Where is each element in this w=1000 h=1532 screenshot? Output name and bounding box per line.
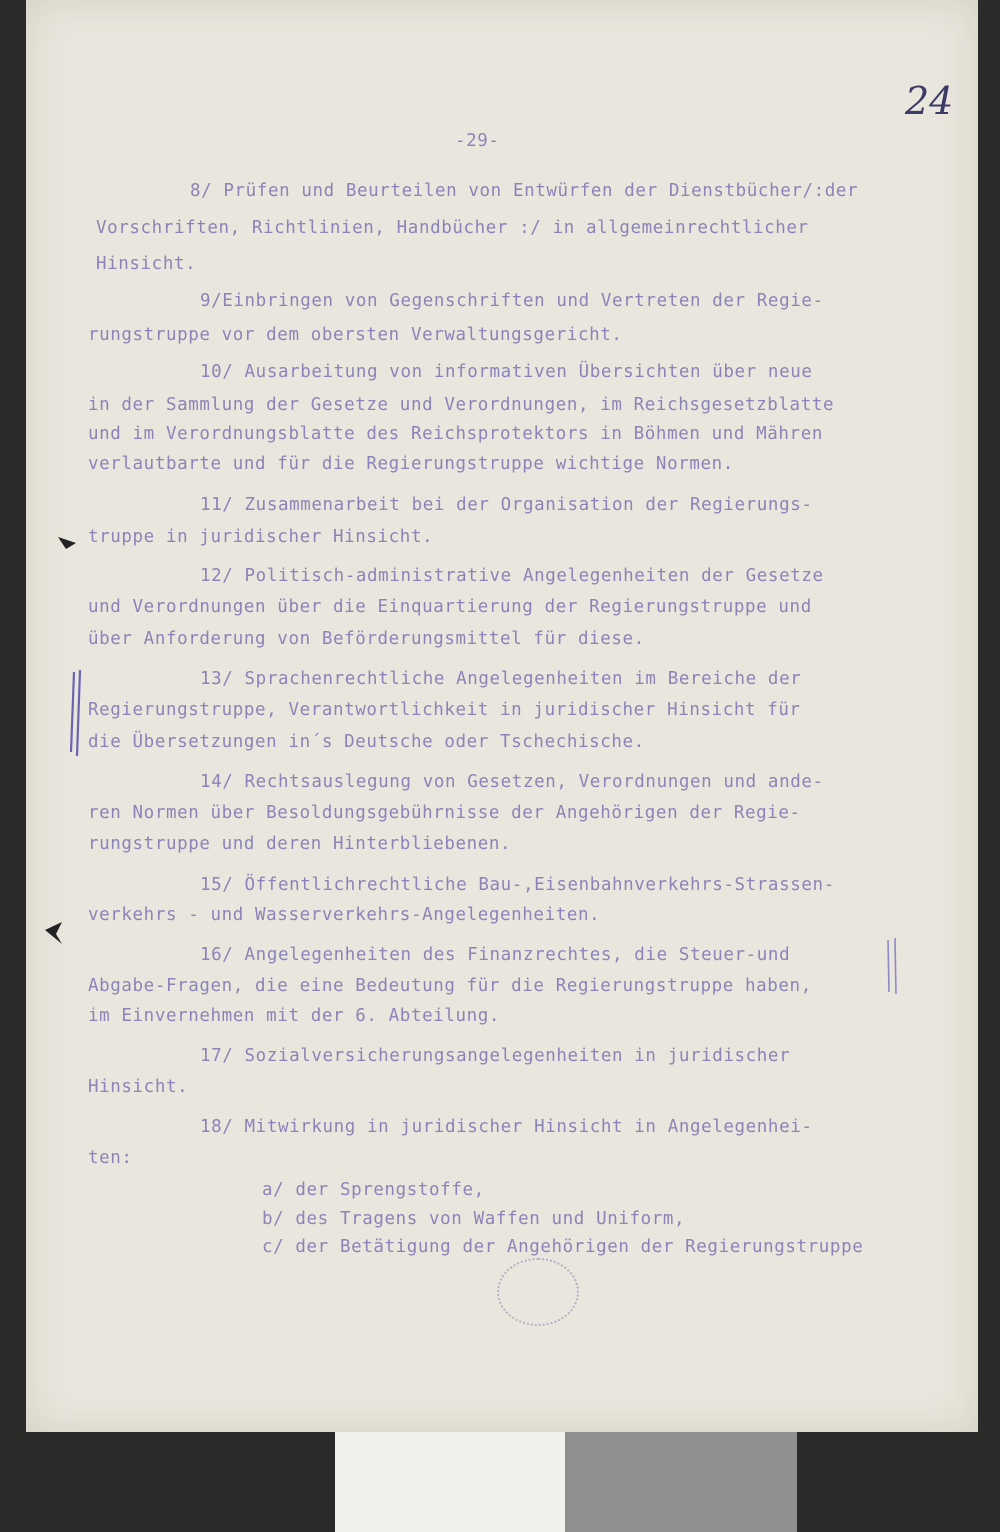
text-line: Regierungstruppe, Verantwortlichkeit in juridischer Hinsicht für xyxy=(88,700,801,720)
text-line: ten: xyxy=(88,1148,133,1168)
faint-stamp xyxy=(497,1258,579,1326)
text-line: b/ des Tragens von Waffen und Uniform, xyxy=(262,1209,686,1229)
text-line: 16/ Angelegenheiten des Finanzrechtes, die Steuer-und xyxy=(200,945,791,965)
text-line: 9/Einbringen von Gegenschriften und Vertreten der Regie- xyxy=(200,291,824,311)
text-line: über Anforderung von Beförderungsmittel für diese. xyxy=(88,629,645,649)
text-line: und im Verordnungsblatte des Reichsprotektors in Böhmen und Mähren xyxy=(88,424,823,444)
text-line: truppe in juridischer Hinsicht. xyxy=(88,527,434,547)
margin-arrow-mark xyxy=(56,533,78,551)
text-line: rungstruppe vor dem obersten Verwaltungsgericht. xyxy=(88,325,623,345)
margin-bracket-mark xyxy=(883,936,901,996)
text-line: verkehrs - und Wasserverkehrs-Angelegenheiten. xyxy=(88,905,601,925)
text-line: rungstruppe und deren Hinterbliebenen. xyxy=(88,834,512,854)
text-line: 10/ Ausarbeitung von informativen Übersichten über neue xyxy=(200,362,813,382)
text-line: die Übersetzungen in´s Deutsche oder Tschechische. xyxy=(88,732,645,752)
folio-number: 24 xyxy=(905,79,954,123)
margin-bracket-mark xyxy=(66,668,88,758)
text-line: 8/ Prüfen und Beurteilen von Entwürfen der Dienstbücher/:der xyxy=(190,181,859,201)
text-line: in der Sammlung der Gesetze und Verordnungen, im Reichsgesetzblatte xyxy=(88,395,835,415)
reference-strip-gray xyxy=(565,1432,797,1532)
text-line: Hinsicht. xyxy=(96,254,197,274)
text-line: 11/ Zusammenarbeit bei der Organisation der Regierungs- xyxy=(200,495,813,515)
text-line: 12/ Politisch-administrative Angelegenheiten der Gesetze xyxy=(200,566,824,586)
text-line: 17/ Sozialversicherungsangelegenheiten in juridischer xyxy=(200,1046,791,1066)
margin-arrow-mark xyxy=(42,920,66,946)
reference-strip-white xyxy=(335,1432,565,1532)
text-line: 15/ Öffentlichrechtliche Bau-,Eisenbahnverkehrs-Strassen- xyxy=(200,875,835,895)
text-line: und Verordnungen über die Einquartierung der Regierungstruppe und xyxy=(88,597,812,617)
text-line: verlautbarte und für die Regierungstruppe wichtige Normen. xyxy=(88,454,734,474)
text-line: ren Normen über Besoldungsgebührnisse der Angehörigen der Regie- xyxy=(88,803,801,823)
text-line: Abgabe-Fragen, die eine Bedeutung für die Regierungstruppe haben, xyxy=(88,976,812,996)
text-line: im Einvernehmen mit der 6. Abteilung. xyxy=(88,1006,501,1026)
page-number: -29- xyxy=(455,131,500,151)
text-line: 18/ Mitwirkung in juridischer Hinsicht in Angelegenhei- xyxy=(200,1117,813,1137)
text-line: a/ der Sprengstoffe, xyxy=(262,1180,485,1200)
text-line: 13/ Sprachenrechtliche Angelegenheiten im Bereiche der xyxy=(200,669,802,689)
text-line: 14/ Rechtsauslegung von Gesetzen, Verordnungen und ande- xyxy=(200,772,824,792)
text-line: c/ der Betätigung der Angehörigen der Regierungstruppe xyxy=(262,1237,864,1257)
reference-strip-dark xyxy=(797,1432,1000,1532)
text-line: Hinsicht. xyxy=(88,1077,189,1097)
text-line: Vorschriften, Richtlinien, Handbücher :/ in allgemeinrechtlicher xyxy=(96,218,809,238)
